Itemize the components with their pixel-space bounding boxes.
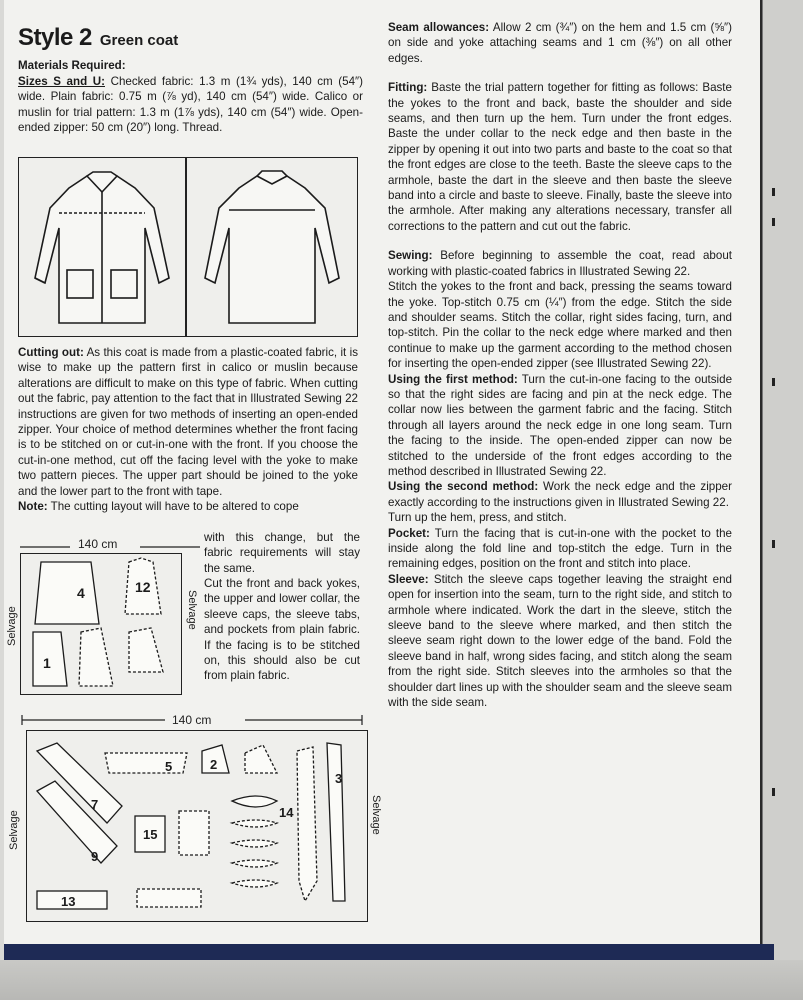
- style-title: Style 2: [18, 24, 92, 51]
- sewing-intro: Sewing: Before beginning to assemble the coat, read about working with plastic-coated fabrics in Illustrated Sewing 22.: [388, 249, 732, 278]
- layout1-width-label: 140 cm: [78, 537, 118, 551]
- bottom-color-band: [4, 944, 774, 960]
- fitting-section: Fitting: Baste the trial pattern together for fitting as follows: Baste the yokes to the front and back, baste the shoulder and side seams, and then turn up the hem. Turn under the front edges. Baste the under collar to the neck edge and then baste in the zipper by opening it out into two parts and baste to the coat so that the front edges are close to the teeth. Baste the sleeve caps to the armhole, baste the dart in the sleeve and then baste the sleeve band into a circle and baste to sleeve. Finally, baste the sleeve into the armhole. After making any alterations necessary, transfer all corrections to the pattern and cut out the fabric.: [388, 81, 732, 233]
- piece-12-label: 12: [135, 579, 151, 595]
- layout2-selvage-left: Selvage: [8, 810, 20, 850]
- style-name: Green coat: [99, 32, 179, 49]
- sleeve-section: Sleeve: Stitch the sleeve caps together leaving the straight end open for insertion into the seam, turn to the right side, and stitch to armhole where indicated. Work the dart in the sleeve, stitch the sleeve band to the sleeve where marked, and then stitch the sleeve seam right down to the lower edge of the band. Fold the sleeve band in half, wrong sides facing, and stitch along the seam from the right side. Stitch sleeves into the armholes so that the shoulder dart lines up with the shoulder seam and the sleeve seam with the side seam.: [388, 572, 732, 710]
- coat-back-illustration: [186, 157, 358, 337]
- piece-2-label: 2: [210, 757, 218, 772]
- title-row: [18, 24, 363, 51]
- first-method: Using the first method: Turn the cut-in-one facing to the outside so that the right sides are facing and pin at the neck edge. The collar now lies between the garment fabric and the facing. Stitch through all layers around the neck edge in one long seam. Turn the facing to the inside. The open-ended zipper can now be stitched to the underside of the front edges according to the method described in Illustrated Sewing 22.: [388, 372, 733, 478]
- second-method: Using the second method: Work the neck edge and the zipper exactly according to the instructions given in Illustrated Sewing 22.: [388, 480, 732, 509]
- cutting-layout-1: [20, 553, 182, 695]
- materials-text: Sizes S and U: Checked fabric: 1.3 m (1¾ yds), 140 cm (54″) wide. Plain fabric: 0.75 m (⅞ yd), 140 cm (54″) wide. Calico or muslin for trial pattern: 1.3 m (1⅞ yds), 140 cm (54″) wide. Open-ended zipper: 50 cm (20″) long. Thread.: [18, 74, 363, 135]
- cutting-note: Note: The cutting layout will have to be altered to cope: [18, 500, 299, 514]
- cutting-out-section: [18, 345, 358, 514]
- piece-3-label: 3: [335, 771, 343, 786]
- cutting-out-text: Cutting out: As this coat is made from a plastic-coated fabric, it is wise to make up the pattern first in calico or muslin because alterations are difficult to make on this type of fabric. When cutting out the fabric, pay attention to the fact that in Illustrated Sewing 22 instructions are given for two methods of inserting an open-ended zipper. Your choice of method determines whether the front facing is to be stitched on or cut-in-one with the front. If you choose the cut-in-one method, cut off the facing level with the yoke to make two pattern pieces. The upper part should be joined to the yoke and the lower part to the front with tape.: [18, 346, 359, 498]
- piece-5-label: 5: [165, 759, 173, 774]
- page-edge-strip: [762, 0, 803, 1000]
- layout2-width-label: 140 cm: [172, 713, 212, 727]
- piece-13-label: 13: [61, 894, 76, 909]
- cutting-instruction-wrap: Cut the front and back yokes, the upper and lower collar, the sleeve caps, the sleeve tabs, and pockets from plain fabric. If the facing is to be stitched on, this should also be cut from plain fabric.: [204, 577, 360, 683]
- cutting-layout-2: [26, 730, 368, 922]
- left-column: [18, 24, 363, 135]
- layout1-selvage-right: Selvage: [186, 590, 198, 630]
- layout1-selvage-left: Selvage: [6, 606, 18, 646]
- right-column: [388, 20, 732, 710]
- layout2-selvage-right: Selvage: [370, 795, 382, 835]
- sewing-steps: Stitch the yokes to the front and back, pressing the seams toward the yoke. Top-stitch 0.75 cm (¼″) from the edge. Stitch the side and shoulder seams. Stitch the collar, right sides facing, turn, and top-stitch. Pin the collar to the neck edge where marked and then continue to make up the garment according to the method chosen for inserting the open-ended zipper (see Illustrated Sewing 22).: [388, 280, 732, 371]
- seam-allowances: Seam allowances: Allow 2 cm (¾″) on the hem and 1.5 cm (⅝″) on side and yoke attaching seams and 1 cm (⅜″) on all other edges.: [388, 21, 732, 65]
- cutting-note-wrap: with this change, but the fabric requirements will stay the same.: [204, 531, 360, 575]
- piece-1-label: 1: [43, 655, 51, 671]
- piece-4-label: 4: [77, 585, 85, 601]
- layout2-width-arrow: [20, 715, 365, 725]
- pocket-section: Pocket: Turn the facing that is cut-in-one with the pocket to the inside along the fold line and top-stitch the edge. Turn in the remaining edges, position on the front and stitch into place.: [388, 526, 732, 571]
- piece-7-label: 7: [91, 797, 99, 812]
- coat-front-illustration: [18, 157, 186, 337]
- layout1-width-arrow: [20, 543, 200, 551]
- underlying-page: [0, 960, 803, 1000]
- piece-14-label: 14: [279, 805, 294, 820]
- hem-step: Turn up the hem, press, and stitch.: [388, 511, 567, 525]
- piece-9-label: 9: [91, 849, 99, 864]
- piece-15-label: 15: [143, 827, 158, 842]
- materials-heading: Materials Required:: [18, 59, 126, 73]
